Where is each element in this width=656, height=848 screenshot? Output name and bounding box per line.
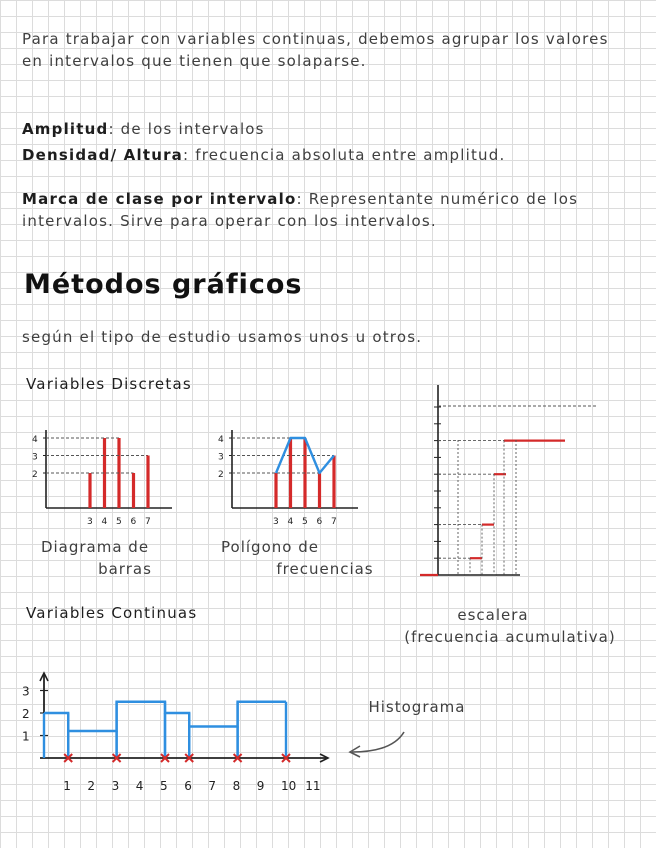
caption-histograma: Histograma	[368, 698, 466, 716]
histograma-pointer-arrow	[352, 732, 404, 752]
poligono-xtick-4: 4	[287, 517, 294, 527]
hist-xtick-9: 9	[256, 779, 265, 793]
caption-escalera-1: escalera	[457, 606, 529, 624]
densidad-term: Densidad/ Altura	[22, 146, 183, 164]
poligono-xtick-5: 5	[302, 517, 308, 527]
caption-escalera-2: (frecuencia acumulativa)	[404, 628, 616, 646]
hist-xtick-7: 7	[208, 779, 217, 793]
barras-ytick-2: 2	[32, 470, 38, 480]
barras-xtick-7: 7	[145, 517, 151, 527]
hist-xtick-5: 5	[160, 779, 168, 793]
hist-xtick-10: 10	[281, 779, 297, 793]
hist-ytick-3: 3	[22, 684, 30, 699]
caption-poligono-1: Polígono de	[221, 538, 319, 556]
poligono-ytick-4: 4	[218, 435, 224, 445]
marca-text: : Representante numérico de los intervalos. Sirve para operar con los intervalos.	[22, 190, 579, 230]
densidad-text: : frecuencia absoluta entre amplitud.	[183, 146, 506, 164]
barras-xtick-4: 4	[101, 517, 108, 527]
caption-poligono-2: frecuencias	[276, 560, 374, 578]
amplitud-text: : de los intervalos	[108, 120, 265, 138]
discretas-subheading: Variables Discretas	[26, 375, 192, 393]
hist-xtick-3: 3	[111, 779, 120, 793]
section-intro: según el tipo de estudio usamos unos u otros.	[22, 328, 423, 346]
barras-xtick-6: 6	[130, 517, 137, 527]
caption-barras-2: barras	[98, 560, 152, 578]
poligono-ytick-3: 3	[218, 452, 224, 463]
hist-xtick-6: 6	[184, 779, 192, 793]
caption-barras-1: Diagrama de	[40, 538, 150, 556]
amplitud-term: Amplitud	[22, 120, 109, 138]
intro-paragraph: Para trabajar con variables continuas, debemos agrupar los valores en intervalos que tienen que solaparse.	[22, 30, 609, 70]
hist-xtick-1: 1	[63, 779, 71, 793]
hist-ytick-2: 2	[22, 707, 30, 721]
section-heading: Métodos gráficos	[24, 269, 303, 300]
hist-xtick-11: 11	[305, 779, 321, 793]
barras-ytick-4: 4	[32, 435, 38, 445]
marca-term: Marca de clase por intervalo	[22, 190, 297, 208]
hist-ytick-1: 1	[22, 729, 30, 744]
barras-xtick-5: 5	[116, 517, 122, 527]
continuas-subheading: Variables Continuas	[26, 604, 198, 622]
hist-xtick-4: 4	[135, 779, 144, 793]
barras-ytick-3: 3	[32, 452, 38, 463]
hist-xtick-2: 2	[87, 779, 96, 793]
poligono-ytick-2: 2	[218, 470, 224, 480]
hist-xtick-8: 8	[232, 779, 241, 793]
poligono-xtick-3: 3	[273, 517, 279, 527]
poligono-xtick-7: 7	[331, 517, 337, 527]
barras-xtick-3: 3	[87, 517, 93, 527]
poligono-xtick-6: 6	[316, 517, 323, 527]
